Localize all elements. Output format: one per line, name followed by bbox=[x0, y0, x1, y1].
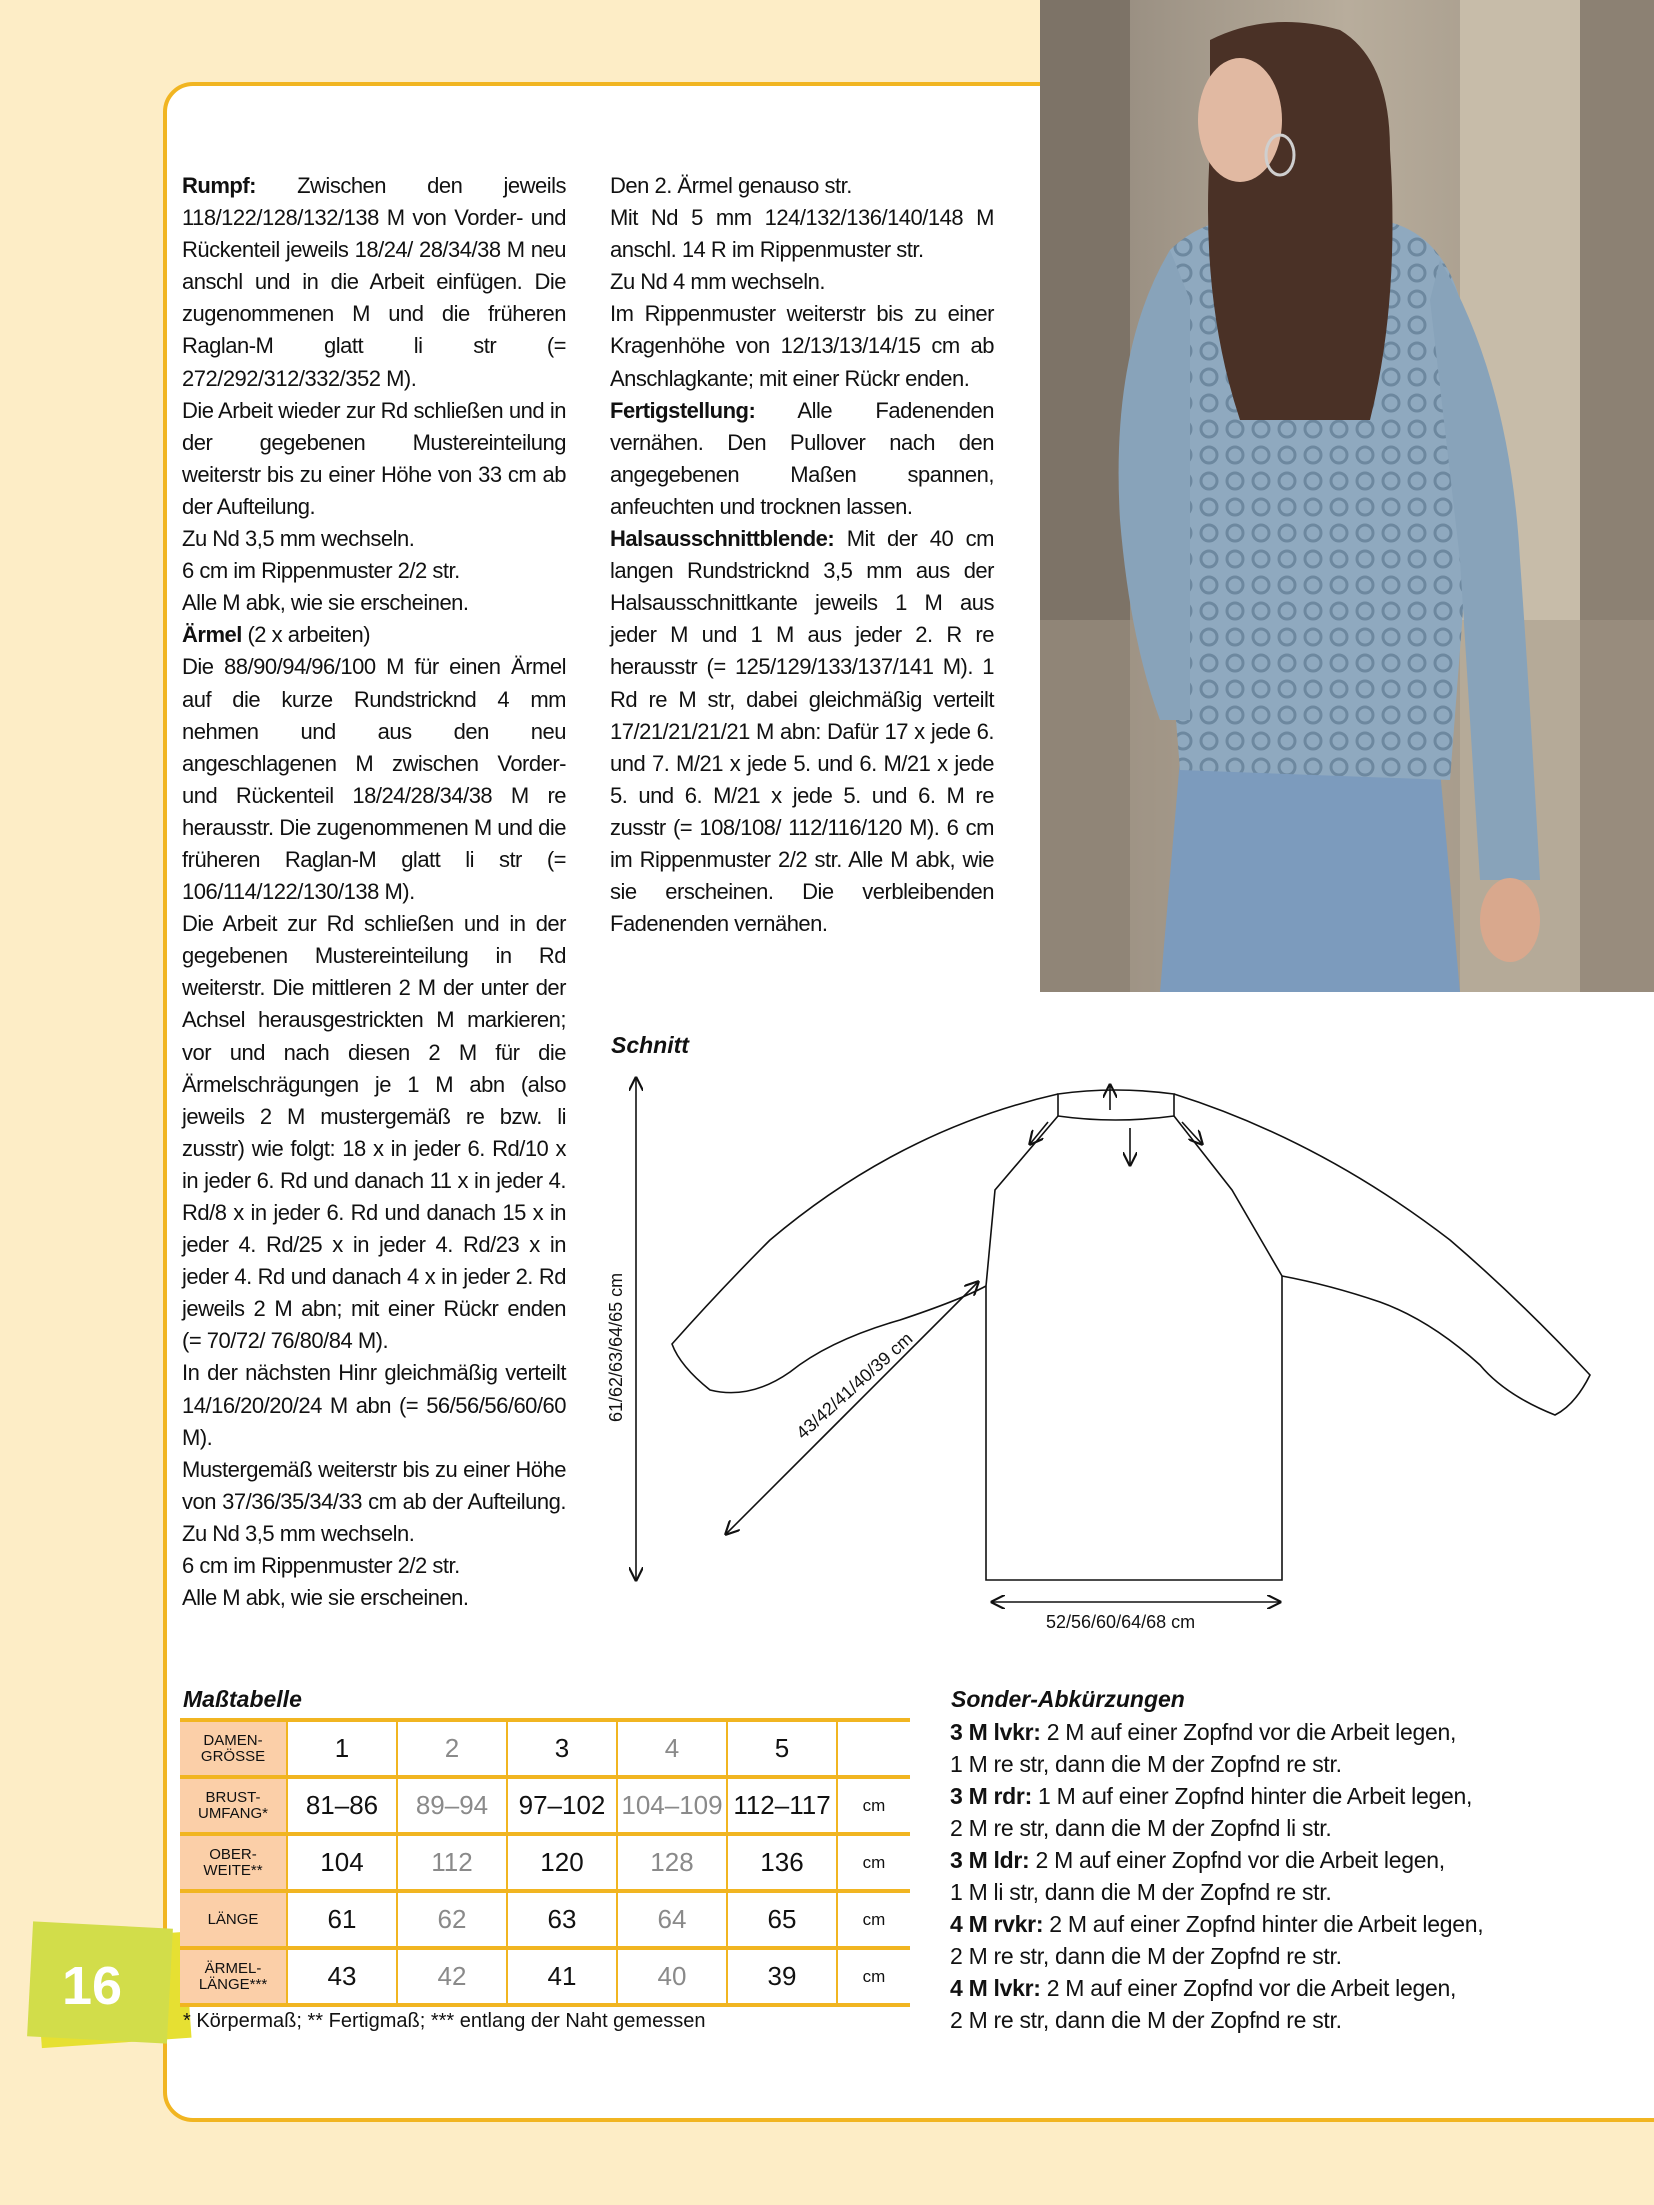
aermel-heading-line bbox=[182, 619, 566, 651]
paragraph: Mit Nd 5 mm 124/132/136/140/148 M anschl. 14 R im Rippenmuster str. bbox=[610, 205, 994, 263]
paragraph: Die Arbeit zur Rd schließen und in der gegebenen Mustereinteilung in Rd weiterstr. Die mittleren 2 M der unter der Achsel herausgestrickten M markieren; vor und nach diesen 2 M für die Ärmelschrägungen je 1 M abn (also jeweils 2 M mustergemäß re bzw. li zusstr) wie folgt: 18 x in jeder 6. Rd/10 x in jeder 6. Rd und danach 11 x in jeder 4. Rd/8 x in jeder 6. Rd und danach 15 x in jeder 4. Rd/25 x in jeder 4. Rd/23 x in jeder 4. Rd und danach 4 x in jeder 2. Rd jeweils 2 M abn; mit einer Rückr enden (= 70/72/ 76/80/84 M). bbox=[182, 911, 566, 1354]
table-cell: 4 bbox=[617, 1720, 727, 1777]
paragraph-text: Zwischen den jeweils 118/122/128/132/138 M von Vorder- und Rückenteil jeweils 18/24/ 28/34/38 M neu anschl und in die Arbeit einfügen. Die zugenommenen M und die früheren Raglan-M glatt li str (= 272/292/312/332/352 M). bbox=[182, 173, 566, 391]
table-cell: 2 bbox=[397, 1720, 507, 1777]
sleeve-dimension-label: 43/42/41/40/39 cm bbox=[792, 1328, 917, 1443]
instructions-column-1 bbox=[182, 170, 566, 1614]
table-row bbox=[180, 1720, 910, 1777]
table-cell: 112 bbox=[397, 1834, 507, 1891]
table-cell: 41 bbox=[507, 1948, 617, 2005]
model-photo bbox=[1040, 0, 1654, 992]
paragraph-text: Mit der 40 cm langen Rundstricknd 3,5 mm aus der Halsausschnittkante jeweils 1 M aus jeder M und 1 M aus jeder 2. R re herausstr (= 125/129/133/137/141 M). 1 Rd re M str, dabei gleichmäßig verteilt 17/21/21/21/21 M abn: Dafür 17 x jede 6. und 7. M/21 x jede 5. und 6. M/21 x jede 5. und 6. M/21 x jede 5. und 6. M re zusstr (= 108/108/ 112/116/120 M). 6 cm im Rippenmuster 2/2 str. Alle M abk, wie sie erscheinen. Die verbleibenden Fadenenden vernähen. bbox=[610, 526, 994, 937]
table-cell: 136 bbox=[727, 1834, 837, 1891]
rumpf-paragraph bbox=[182, 170, 566, 395]
instructions-column-2 bbox=[610, 170, 994, 940]
unit-cell: cm bbox=[837, 1834, 910, 1891]
paragraph: Zu Nd 4 mm wechseln. bbox=[610, 269, 825, 295]
table-cell: 3 bbox=[507, 1720, 617, 1777]
unit-cell: cm bbox=[837, 1891, 910, 1948]
paragraph: 6 cm im Rippenmuster 2/2 str. bbox=[182, 1553, 460, 1579]
table-cell: 40 bbox=[617, 1948, 727, 2005]
table-cell: 62 bbox=[397, 1891, 507, 1948]
paragraph: Den 2. Ärmel genauso str. bbox=[610, 173, 852, 198]
table-cell: 104 bbox=[287, 1834, 397, 1891]
paragraph: Mustergemäß weiterstr bis zu einer Höhe von 37/36/35/34/33 cm ab der Aufteilung. Zu Nd 3,5 mm wechseln. bbox=[182, 1456, 566, 1546]
table-cell: 128 bbox=[617, 1834, 727, 1891]
paragraph: Alle M abk, wie sie erscheinen. bbox=[182, 1585, 469, 1611]
fertigstellung-paragraph bbox=[610, 395, 994, 523]
list-item bbox=[950, 1716, 1590, 1748]
paragraph: Zu Nd 3,5 mm wechseln. bbox=[182, 526, 415, 552]
list-item bbox=[950, 1844, 1590, 1876]
schnitt-title: Schnitt bbox=[611, 1032, 689, 1058]
abbreviation-text-cont: 2 M re str, dann die M der Zopfnd re str. bbox=[950, 1943, 1342, 1969]
abbreviation-text-cont: 2 M re str, dann die M der Zopfnd re str. bbox=[950, 2007, 1342, 2033]
abbreviation-text: 2 M auf einer Zopfnd vor die Arbeit legen, bbox=[1035, 1847, 1445, 1873]
table-cell: 1 bbox=[287, 1720, 397, 1777]
list-item bbox=[950, 1908, 1590, 1940]
table-row bbox=[180, 1834, 910, 1891]
paragraph: 6 cm im Rippenmuster 2/2 str. bbox=[182, 558, 460, 584]
list-item bbox=[950, 1972, 1590, 2004]
table-cell: 112–117 bbox=[727, 1777, 837, 1834]
table-cell: 65 bbox=[727, 1891, 837, 1948]
abbreviation-text-cont: 2 M re str, dann die M der Zopfnd li str. bbox=[950, 1815, 1332, 1841]
table-cell: 120 bbox=[507, 1834, 617, 1891]
paragraph: Die Arbeit wieder zur Rd schließen und in der gegebenen Mustereinteilung weiterstr bis zu einer Höhe von 33 cm ab der Aufteilung. bbox=[182, 397, 566, 519]
table-cell: 39 bbox=[727, 1948, 837, 2005]
table-row bbox=[180, 1948, 910, 2005]
table-cell: 63 bbox=[507, 1891, 617, 1948]
paragraph: Im Rippenmuster weiterstr bis zu einer Kragenhöhe von 12/13/13/14/15 cm ab Anschlagkante; mit einer Rückr enden. bbox=[610, 301, 994, 391]
paragraph: In der nächsten Hinr gleichmäßig verteilt 14/16/20/20/24 M abn (= 56/56/56/60/60 M). bbox=[182, 1360, 566, 1450]
height-dimension-label: 61/62/63/64/65 cm bbox=[606, 1272, 626, 1422]
section-heading: Fertigstellung: bbox=[610, 397, 756, 423]
row-label: LÄNGE bbox=[180, 1891, 287, 1948]
size-table bbox=[180, 1718, 910, 2007]
abbreviation-text: 2 M auf einer Zopfnd hinter die Arbeit legen, bbox=[1049, 1911, 1484, 1937]
unit-cell bbox=[837, 1720, 910, 1777]
abbreviation: 3 M ldr: bbox=[950, 1847, 1030, 1873]
photo-illustration bbox=[1040, 0, 1654, 992]
section-heading: Rumpf: bbox=[182, 173, 256, 198]
width-dimension-label: 52/56/60/64/68 cm bbox=[1046, 1612, 1196, 1632]
page-number-badge bbox=[30, 1925, 200, 2045]
unit-cell: cm bbox=[837, 1777, 910, 1834]
table-row bbox=[180, 1891, 910, 1948]
paragraph-text: Alle Fadenenden vernähen. Den Pullover nach den angegebenen Maßen spannen, anfeuchten und trocknen lassen. bbox=[610, 397, 994, 519]
table-cell: 89–94 bbox=[397, 1777, 507, 1834]
unit-cell: cm bbox=[837, 1948, 910, 2005]
table-cell: 61 bbox=[287, 1891, 397, 1948]
table-cell: 64 bbox=[617, 1891, 727, 1948]
paragraph: Alle M abk, wie sie erscheinen. bbox=[182, 590, 469, 616]
list-item bbox=[950, 1780, 1590, 1812]
table-cell: 42 bbox=[397, 1948, 507, 2005]
abbreviations-list bbox=[950, 1716, 1590, 2036]
abbreviation-text-cont: 1 M re str, dann die M der Zopfnd re str. bbox=[950, 1751, 1342, 1777]
section-heading: Ärmel bbox=[182, 622, 242, 648]
paragraph-text: (2 x arbeiten) bbox=[247, 622, 371, 648]
table-cell: 104–109 bbox=[617, 1777, 727, 1834]
abbreviation-text: 2 M auf einer Zopfnd vor die Arbeit legen, bbox=[1046, 1975, 1457, 2001]
abbreviation: 4 M rvkr: bbox=[950, 1911, 1044, 1937]
abbreviation: 3 M lvkr: bbox=[950, 1719, 1041, 1745]
table-cell: 97–102 bbox=[507, 1777, 617, 1834]
row-label: ÄRMEL- LÄNGE*** bbox=[180, 1948, 287, 2005]
table-cell: 81–86 bbox=[287, 1777, 397, 1834]
table-row bbox=[180, 1777, 910, 1834]
abbreviation-text: 2 M auf einer Zopfnd vor die Arbeit legen, bbox=[1046, 1719, 1457, 1745]
page-number: 16 bbox=[62, 1956, 123, 2016]
row-label: DAMEN- GRÖSSE bbox=[180, 1720, 287, 1777]
abbreviation-text: 1 M auf einer Zopfnd hinter die Arbeit legen, bbox=[1038, 1783, 1473, 1809]
table-cell: 5 bbox=[727, 1720, 837, 1777]
row-label: OBER- WEITE** bbox=[180, 1834, 287, 1891]
abbreviation: 4 M lvkr: bbox=[950, 1975, 1041, 2001]
paragraph: Die 88/90/94/96/100 M für einen Ärmel auf die kurze Rundstricknd 4 mm nehmen und aus den neu angeschlagenen M zwischen Vorder- und Rückenteil 18/24/28/34/38 M re herausstr. Die zugenommenen M und die früheren Raglan-M glatt li str (= 106/114/122/130/138 M). bbox=[182, 654, 566, 905]
section-heading: Halsausschnittblende: bbox=[610, 526, 835, 552]
abbreviation-text-cont: 1 M li str, dann die M der Zopfnd re str. bbox=[950, 1879, 1332, 1905]
halsausschnitt-paragraph bbox=[610, 523, 994, 940]
row-label: BRUST- UMFANG* bbox=[180, 1777, 287, 1834]
table-cell: 43 bbox=[287, 1948, 397, 2005]
sonder-title: Sonder-Abkürzungen bbox=[951, 1686, 1185, 1712]
sweater-schematic bbox=[600, 1050, 1630, 1650]
table-footnote: * Körpermaß; ** Fertigmaß; *** entlang der Naht gemessen bbox=[183, 2010, 706, 2032]
masstabelle-title: Maßtabelle bbox=[183, 1686, 302, 1712]
abbreviation: 3 M rdr: bbox=[950, 1783, 1032, 1809]
